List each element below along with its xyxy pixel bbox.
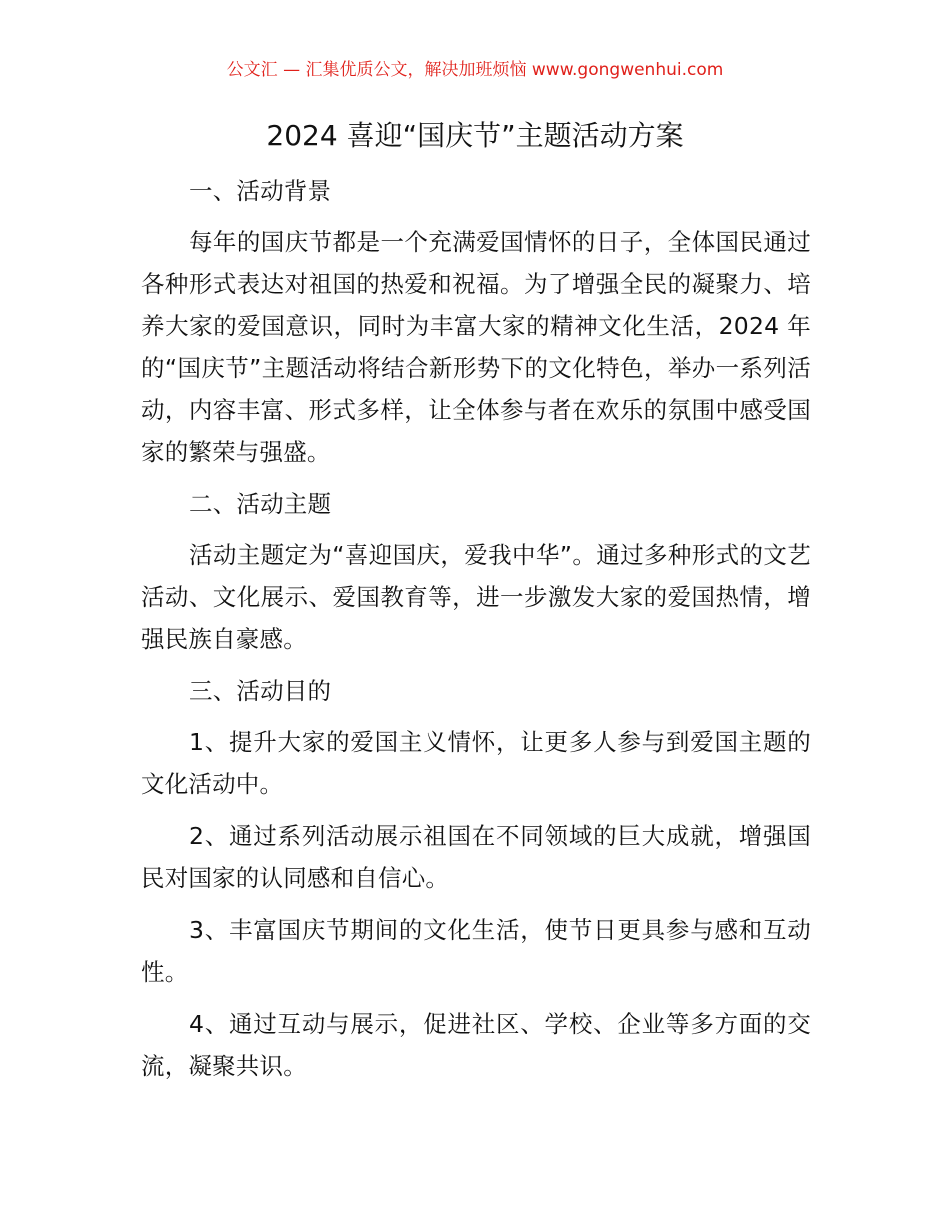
purpose-item-1: 1、提升大家的爱国主义情怀，让更多人参与到爱国主题的文化活动中。 — [141, 728, 811, 798]
document-body — [141, 170, 811, 1087]
paragraph-background: 每年的国庆节都是一个充满爱国情怀的日子，全体国民通过各种形式表达对祖国的热爱和祝福。为了增强全民的凝聚力、培养大家的爱国意识，同时为丰富大家的精神文化生活，2024 年的“国庆节”主题活动将结合新形势下的文化特色，举办一系列活动，内容丰富、形式多样，让全体参与者在欢乐的氛围中感受国家的繁荣与强盛。 — [141, 228, 811, 466]
section-heading-purpose: 三、活动目的 — [189, 677, 332, 705]
paragraph-theme: 活动主题定为“喜迎国庆，爱我中华”。通过多种形式的文艺活动、文化展示、爱国教育等，进一步激发大家的爱国热情，增强民族自豪感。 — [141, 541, 811, 653]
section-heading-theme: 二、活动主题 — [189, 490, 332, 518]
section-heading-background: 一、活动背景 — [189, 177, 332, 205]
purpose-item-2: 2、通过系列活动展示祖国在不同领域的巨大成就，增强国民对国家的认同感和自信心。 — [141, 822, 811, 892]
site-banner: 公文汇 — 汇集优质公文，解决加班烦恼 www.gongwenhui.com — [226, 60, 724, 80]
purpose-item-3: 3、丰富国庆节期间的文化生活，使节日更具参与感和互动性。 — [141, 916, 811, 986]
purpose-item-4: 4、通过互动与展示，促进社区、学校、企业等多方面的交流，凝聚共识。 — [141, 1010, 811, 1080]
page-title: 2024 喜迎“国庆节”主题活动方案 — [266, 119, 684, 152]
